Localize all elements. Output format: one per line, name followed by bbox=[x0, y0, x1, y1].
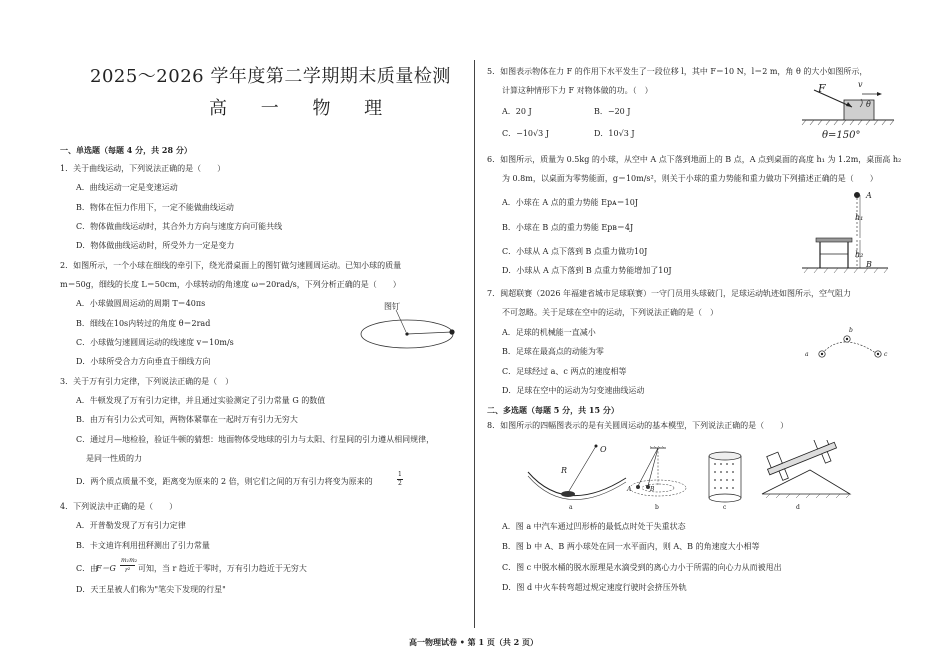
q5-option-d: D．10√3 J bbox=[594, 129, 635, 138]
q5-force-figure bbox=[800, 82, 896, 126]
q5-option-b: B．−20 J bbox=[594, 107, 631, 116]
q8-figure-b-B: B bbox=[650, 486, 655, 493]
q2-stem-line1: 2．如图所示，一个小球在细线的牵引下，绕光滑桌面上的图钉做匀速圆周运动。已知小球的质量 bbox=[60, 261, 402, 270]
q8-figure-b-label: b bbox=[655, 504, 659, 511]
q2-option-a: A．小球做圆周运动的周期 T＝40πs bbox=[76, 299, 206, 308]
q1-option-d: D．物体做曲线运动时，所受外力一定是变力 bbox=[76, 241, 235, 250]
q3-stem: 3．关于万有引力定律，下列说法正确的是（ ） bbox=[60, 377, 234, 386]
q6-option-a: A．小球在 A 点的重力势能 Epᴀ＝10J bbox=[502, 198, 639, 207]
q4-formula-numerator: m₁m₂ bbox=[121, 557, 138, 564]
q3-option-b: B．由万有引力公式可知，两物体紧靠在一起时万有引力无穷大 bbox=[76, 415, 298, 424]
q1-option-b: B．物体在恒力作用下，一定不能做曲线运动 bbox=[76, 203, 234, 212]
q4-option-c-prefix: C．由 bbox=[76, 564, 99, 573]
q4-option-a: A．开普勒发现了万有引力定律 bbox=[76, 521, 186, 530]
q5-option-a: A．20 J bbox=[502, 107, 532, 116]
q4-option-c-suffix: 可知，当 r 趋近于零时，万有引力趋近于无穷大 bbox=[138, 564, 307, 573]
q6-table-figure bbox=[800, 188, 890, 278]
q6-figure-A: A bbox=[866, 191, 872, 200]
q2-figure-label: 图钉 bbox=[384, 302, 400, 311]
q3-fraction-denominator: 2 bbox=[398, 480, 402, 487]
q5-figure-v: v bbox=[858, 80, 863, 89]
q1-option-a: A．曲线运动一定是变速运动 bbox=[76, 183, 178, 192]
q4-option-d: D．天王星被人们称为"笔尖下发现的行星" bbox=[76, 585, 226, 594]
q8-figure-c-spin-dryer bbox=[705, 450, 745, 506]
q8-option-c: C．图 c 中脱水桶的脱水原理是水滴受到的离心力小于所需的向心力从而被甩出 bbox=[502, 563, 782, 572]
section-multiple-choice: 二、多选题（每题 5 分，共 15 分） bbox=[487, 405, 619, 415]
exam-subject: 高 一 物 理 bbox=[209, 98, 397, 119]
q8-figure-b-A: A bbox=[627, 486, 632, 493]
q7-option-b: B．足球在最高点的动能为零 bbox=[502, 347, 604, 356]
section-single-choice: 一、单选题（每题 4 分，共 28 分） bbox=[60, 145, 192, 155]
q3-option-a: A．牛顿发现了万有引力定律，并且通过实验测定了引力常量 G 的数值 bbox=[76, 396, 326, 405]
q1-stem: 1．关于曲线运动，下列说法正确的是（ ） bbox=[60, 164, 226, 173]
q7-option-a: A．足球的机械能一直减小 bbox=[502, 328, 596, 337]
q7-stem-line2: 不可忽略。关于足球在空中的运动，下列说法正确的是（ ） bbox=[502, 308, 718, 317]
q6-figure-B: B bbox=[866, 260, 872, 269]
q8-option-b: B．图 b 中 A、B 两小球处在同一水平面内，则 A、B 的角速度大小相等 bbox=[502, 542, 760, 551]
q8-figure-d-label: d bbox=[796, 504, 800, 511]
q5-stem-line2: 计算这种情形下力 F 对物体做的功。（ ） bbox=[502, 86, 653, 95]
q8-figure-b-conical bbox=[620, 446, 696, 506]
q3-option-c-line2: 是同一性质的力 bbox=[86, 454, 142, 463]
q5-stem-line1: 5．如图表示物体在力 F 的作用下水平发生了一段位移 l，其中 F＝10 N，l＝2 m，角 θ 的大小如图所示， bbox=[487, 67, 868, 76]
page-footer: 高一物理试卷 • 第 1 页（共 2 页） bbox=[409, 637, 538, 647]
q5-figure-F: F bbox=[818, 82, 826, 95]
q7-option-c: C．足球经过 a、c 两点的速度相等 bbox=[502, 367, 627, 376]
q6-stem-line2: 为 0.8m，以桌面为零势能面，g＝10m/s²，则关于小球的重力势能和重力做功下列描述正确的是（ ） bbox=[502, 174, 878, 183]
q6-option-b: B．小球在 B 点的重力势能 Epʙ＝4J bbox=[502, 223, 634, 232]
q6-figure-h1: h₁ bbox=[855, 213, 864, 222]
column-divider bbox=[474, 60, 475, 628]
q3-option-c-line1: C．通过月—地检验，验证牛顿的猜想：地面物体受地球的引力与太阳、行星间的引力遵从相同规律， bbox=[76, 435, 435, 444]
q7-option-d: D．足球在空中的运动为匀变速曲线运动 bbox=[502, 386, 645, 395]
q6-figure-h2: h₂ bbox=[855, 250, 864, 259]
q8-option-a: A．图 a 中汽车通过凹形桥的最低点时处于失重状态 bbox=[502, 522, 686, 531]
q7-figure-a: a bbox=[805, 351, 809, 358]
q7-figure-c: c bbox=[884, 351, 888, 358]
q8-figure-c-label: c bbox=[723, 504, 727, 511]
q1-option-c: C．物体做曲线运动时，其合外力方向与速度方向可能共线 bbox=[76, 222, 283, 231]
q5-figure-angle: θ=150° bbox=[822, 130, 861, 141]
q5-figure-theta: θ bbox=[866, 100, 871, 109]
q3-option-d: D．两个质点质量不变，距离变为原来的 2 倍，则它们之间的万有引力将变为原来的 bbox=[76, 477, 373, 486]
q5-option-c: C．−10√3 J bbox=[502, 129, 549, 138]
exam-title: 2025～2026 学年度第二学期期末质量检测 bbox=[90, 66, 451, 87]
q2-option-c: C．小球做匀速圆周运动的线速度 v＝10m/s bbox=[76, 338, 234, 347]
q8-figure-a-O: O bbox=[600, 445, 607, 454]
q3-fraction-numerator: 1 bbox=[398, 471, 402, 478]
q2-option-d: D．小球所受合力方向垂直于细线方向 bbox=[76, 357, 211, 366]
q4-formula-denominator: r² bbox=[125, 567, 131, 574]
q4-stem: 4．下列说法中正确的是（ ） bbox=[60, 502, 178, 511]
q6-stem-line1: 6．如图所示，质量为 0.5kg 的小球，从空中 A 点下落到地面上的 B 点，A 点到桌面的高度 h₁ 为 1.2m，桌面高 h₂ bbox=[487, 155, 902, 164]
q4-formula-bar bbox=[120, 565, 135, 566]
q8-option-d: D．图 d 中火车转弯超过规定速度行驶时会挤压外轨 bbox=[502, 583, 687, 592]
q7-figure-b: b bbox=[849, 327, 853, 334]
q2-pushpin-figure bbox=[352, 298, 462, 358]
q2-option-b: B．细线在10s内转过的角度 θ＝2rad bbox=[76, 319, 211, 328]
q8-figure-a-R: R bbox=[561, 466, 568, 475]
q7-stem-line1: 7．闽超联赛（2026 年福建省城市足球联赛）一守门员用头球破门，足球运动轨迹如图所示，空气阻力 bbox=[487, 289, 851, 298]
q4-option-c-formula: F＝G bbox=[96, 564, 116, 573]
q4-option-b: B．卡文迪许利用扭秤测出了引力常量 bbox=[76, 541, 210, 550]
q8-figure-d-train bbox=[760, 440, 852, 500]
q6-option-c: C．小球从 A 点下落到 B 点重力做功10J bbox=[502, 247, 648, 256]
q8-figure-a-label: a bbox=[569, 504, 573, 511]
q2-stem-line2: m＝50g，细线的长度 L＝50cm，小球转动的角速度 ω＝20rad/s，下列分析正确的是（ ） bbox=[60, 280, 401, 289]
q6-option-d: D．小球从 A 点下落到 B 点重力势能增加了10J bbox=[502, 266, 672, 275]
q8-stem: 8．如图所示的四幅图表示的是有关圆周运动的基本模型，下列说法正确的是（ ） bbox=[487, 421, 789, 430]
